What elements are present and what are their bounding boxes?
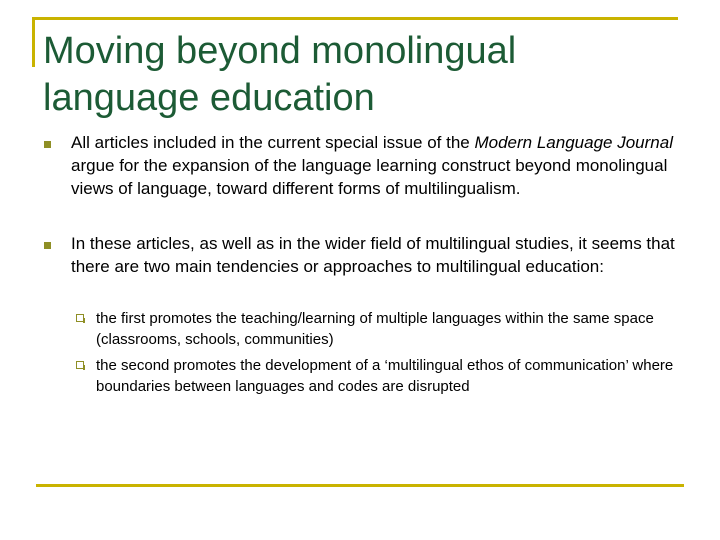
square-bullet-icon xyxy=(44,141,51,148)
bullet-1-text-start: All articles included in the current special issue of the xyxy=(71,133,475,152)
sub-bullet-item-1 xyxy=(76,308,686,350)
bullet-text-2: In these articles, as well as in the wider field of multilingual studies, it seems that there are two main tendencies or approaches to multilingual education: xyxy=(71,234,675,276)
frame-left-rule xyxy=(32,17,35,67)
slide-title xyxy=(43,28,683,122)
frame-bottom-rule xyxy=(36,484,684,487)
journal-title: Modern Language Journal xyxy=(474,133,673,152)
slide-title-line-1: Moving beyond monolingual xyxy=(43,30,517,72)
hollow-square-bullet-icon xyxy=(76,314,84,322)
bullet-item-2 xyxy=(44,232,684,278)
sub-bullet-item-2 xyxy=(76,355,686,397)
hollow-square-bullet-icon xyxy=(76,361,84,369)
square-bullet-icon xyxy=(44,242,51,249)
sub-bullet-text-1: the first promotes the teaching/learning of multiple languages within the same space (classrooms, schools, communities) xyxy=(96,310,654,348)
sub-bullet-text-2: the second promotes the development of a ‘multilingual ethos of communication’ where boundaries between languages and codes are disrupted xyxy=(96,357,674,395)
bullet-text-1 xyxy=(71,131,686,200)
frame-top-rule xyxy=(32,17,678,20)
bullet-item-1 xyxy=(44,131,684,200)
slide-title-line-2: language education xyxy=(43,77,375,119)
bullet-1-text-end: argue for the expansion of the language learning construct beyond monolingual views of language, toward different forms of multilingualism. xyxy=(71,156,668,198)
